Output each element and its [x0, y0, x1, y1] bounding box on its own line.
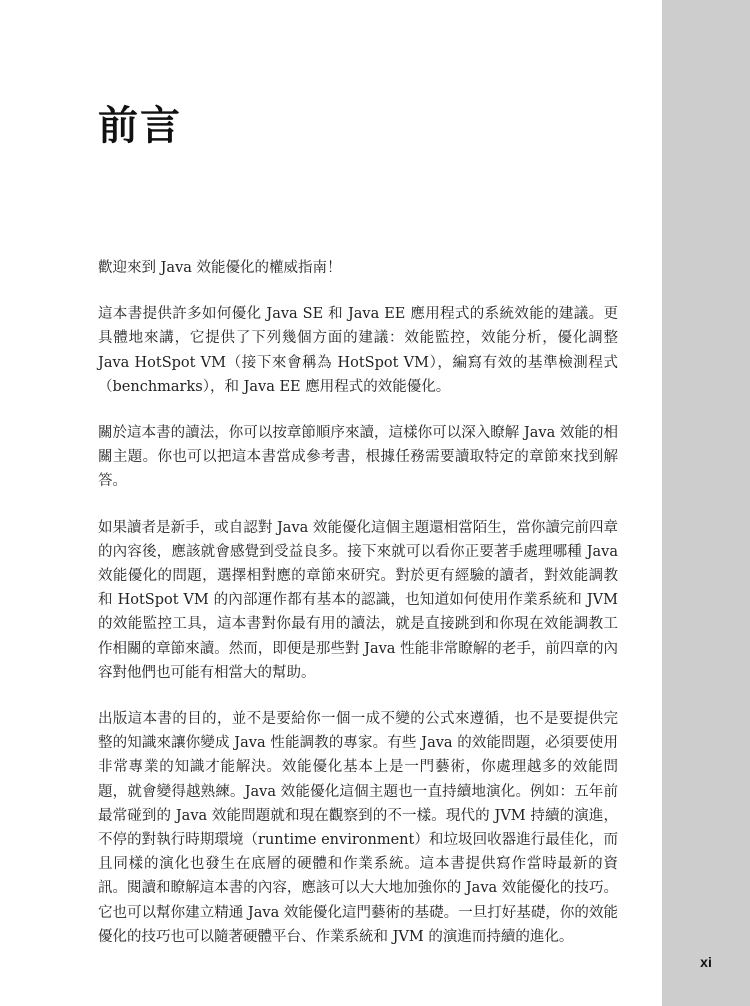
- page-number: xi: [700, 954, 712, 970]
- paragraph-how-to-read: 關於這本書的讀法，你可以按章節順序來讀，這樣你可以深入瞭解 Java 效能的相關主題。你也可以把這本書當成參考書，根據任務需要讀取特定的章節來找到解答。: [98, 425, 618, 490]
- page-title: 前言: [98, 103, 182, 149]
- preface-body: [98, 256, 618, 971]
- paragraph-welcome: 歡迎來到 Java 效能優化的權威指南！: [98, 260, 342, 276]
- paragraph-overview: 這本書提供許多如何優化 Java SE 和 Java EE 應用程式的系統效能的建議。更具體地來講，它提供了下列幾個方面的建議：效能監控，效能分析，優化調整 Java HotSpot VM（接下來會稱為 HotSpot VM），編寫有效的基準檢測程式（benchmarks），和 Java EE 應用程式的效能優化。: [98, 306, 618, 395]
- paragraph-audience: 如果讀者是新手，或自認對 Java 效能優化這個主題還相當陌生，當你讀完前四章的內容後，應該就會感覺到受益良多。接下來就可以看你正要著手處理哪種 Java 效能優化的問題，選擇相對應的章節來研究。對於更有經驗的讀者，對效能調教和 HotSpot VM 的內部運作都有基本的認識，也知道如何使用作業系統和 JVM 的效能監控工具，這本書對你最有用的讀法，就是直接跳到和你現在效能調教工作相關的章節來讀。然而，即便是那些對 Java 性能非常瞭解的老手，前四章的內容對他們也可能有相當大的幫助。: [98, 519, 618, 681]
- side-margin-band: [662, 0, 750, 1006]
- paragraph-purpose: 出版這本書的目的，並不是要給你一個一成不變的公式來遵循，也不是要提供完整的知識來讓你變成 Java 性能調教的專家。有些 Java 的效能問題，必須要使用非常專業的知識才能解決。效能優化基本上是一門藝術，你處理越多的效能問題，就會變得越熟練。Java 效能優化這個主題也一直持續地演化。例如：五年前最常碰到的 Java 效能問題就和現在觀察到的不一樣。現代的 JVM 持續的演進，不停的對執行時期環境（runtime environment）和垃圾回收器進行最佳化，而且同樣的演化也發生在底層的硬體和作業系統。這本書提供寫作當時最新的資訊。閱讀和瞭解這本書的內容，應該可以大大地加強你的 Java 效能優化的技巧。它也可以幫你建立精通 Java 效能優化這門藝術的基礎。一旦打好基礎，你的效能優化的技巧也可以隨著硬體平台、作業系統和 JVM 的演進而持續的進化。: [98, 711, 618, 945]
